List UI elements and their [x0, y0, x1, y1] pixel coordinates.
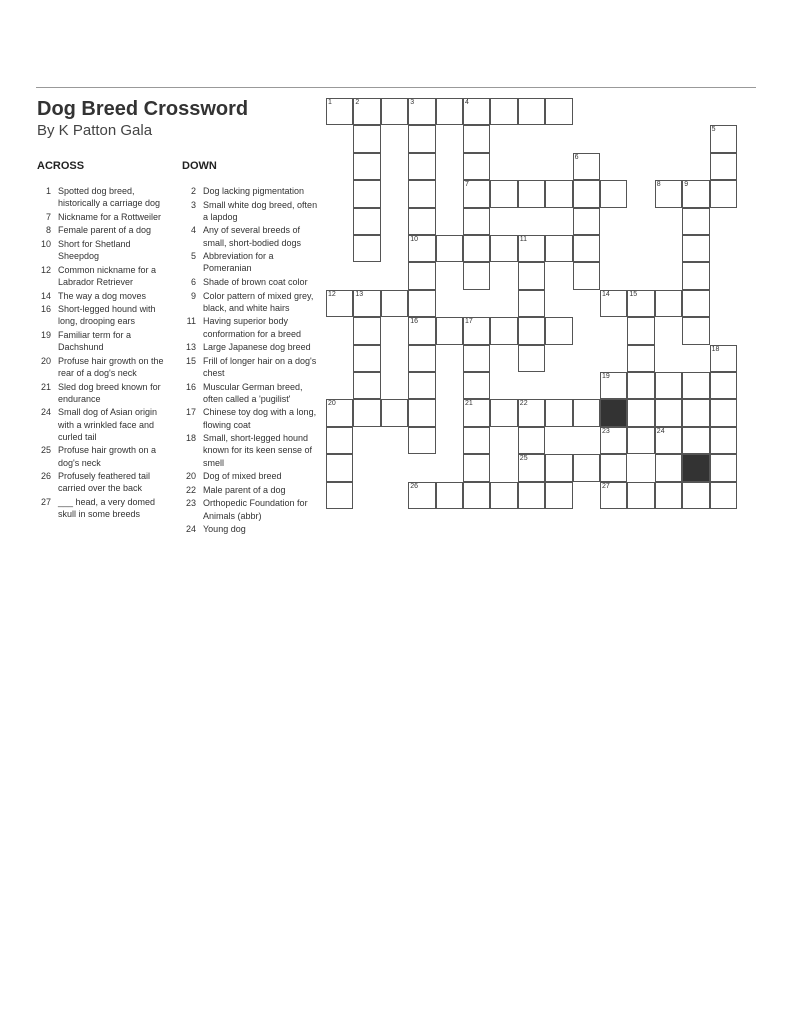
- answer-cell[interactable]: [545, 454, 572, 481]
- answer-cell[interactable]: [518, 482, 545, 509]
- answer-cell[interactable]: [353, 153, 380, 180]
- clue-text: Chinese toy dog with a long, flowing coat: [203, 407, 317, 430]
- clue-number: 16: [40, 304, 51, 315]
- cell-number: 24: [656, 427, 665, 435]
- across-clue: [35, 444, 167, 468]
- cell-number: 22: [519, 400, 528, 408]
- cell-number: 18: [711, 345, 720, 353]
- clue-text: Familiar term for a Dachshund: [58, 329, 132, 353]
- cell-number: 8: [656, 181, 661, 189]
- across-clue: [35, 264, 167, 288]
- answer-cell[interactable]: [381, 290, 408, 317]
- answer-cell[interactable]: [408, 208, 435, 235]
- answer-cell[interactable]: [490, 98, 517, 125]
- cell-number: 9: [684, 181, 689, 189]
- answer-cell[interactable]: [436, 98, 463, 125]
- answer-cell[interactable]: [545, 399, 572, 426]
- answer-cell[interactable]: [326, 98, 353, 125]
- answer-cell[interactable]: [518, 427, 545, 454]
- clue-number: 1: [45, 186, 51, 196]
- cell-number: 19: [602, 373, 610, 380]
- answer-cell[interactable]: [600, 482, 627, 509]
- answer-cell[interactable]: [353, 399, 380, 426]
- answer-cell[interactable]: [408, 427, 435, 454]
- clue-text: Common nickname for a Labrador Retriever: [58, 264, 157, 287]
- cell-number: 25: [519, 455, 528, 463]
- down-clue: [180, 341, 320, 353]
- answer-cell[interactable]: [627, 317, 654, 344]
- cell-number: 12: [328, 290, 336, 298]
- answer-cell[interactable]: [463, 345, 490, 372]
- answer-cell[interactable]: [408, 153, 435, 180]
- down-clue: [180, 470, 320, 482]
- answer-cell[interactable]: [710, 399, 737, 426]
- down-clue: [180, 497, 320, 521]
- answer-cell[interactable]: [627, 399, 654, 426]
- across-clue: [35, 355, 167, 379]
- clue-number: 11: [186, 316, 196, 327]
- answer-cell[interactable]: [463, 125, 490, 152]
- answer-cell[interactable]: [353, 235, 380, 262]
- answer-cell[interactable]: [710, 482, 737, 509]
- cell-number: 13: [355, 290, 364, 298]
- clue-text: Small, short-legged hound known for its keen sense of smell: [203, 433, 313, 468]
- clue-number: 27: [40, 496, 51, 507]
- answer-cell[interactable]: [353, 317, 380, 344]
- clue-number: 24: [40, 407, 51, 418]
- answer-cell[interactable]: [518, 317, 545, 344]
- answer-cell[interactable]: [463, 153, 490, 180]
- clue-text: Large Japanese dog breed: [203, 342, 311, 353]
- answer-cell[interactable]: [381, 98, 408, 125]
- answer-cell[interactable]: [682, 317, 709, 344]
- clue-number: 15: [185, 355, 196, 366]
- across-clue: [35, 496, 167, 520]
- clue-text: The way a dog moves: [58, 290, 147, 301]
- cell-number: 27: [602, 482, 610, 490]
- answer-cell[interactable]: [436, 317, 463, 344]
- answer-cell[interactable]: [655, 290, 682, 317]
- cell-number: 7: [465, 181, 469, 189]
- answer-cell[interactable]: [655, 399, 682, 426]
- answer-cell[interactable]: [710, 125, 737, 152]
- clue-text: Profuse hair growth on a dog's neck: [58, 445, 157, 468]
- clue-text: Shade of brown coat color: [203, 276, 308, 287]
- answer-cell[interactable]: [655, 427, 682, 454]
- answer-cell[interactable]: [353, 345, 380, 372]
- answer-cell[interactable]: [518, 345, 545, 372]
- answer-cell[interactable]: [545, 98, 572, 125]
- cell-number: 23: [602, 427, 610, 435]
- answer-cell[interactable]: [573, 153, 600, 180]
- clue-number: 6: [190, 276, 196, 287]
- clue-number: 12: [40, 264, 51, 275]
- answer-cell[interactable]: [463, 180, 490, 207]
- answer-cell[interactable]: [353, 290, 380, 317]
- across-heading: ACROSS: [37, 160, 85, 172]
- clue-number: 26: [40, 471, 51, 482]
- down-clue: [180, 355, 320, 379]
- across-clue: [35, 303, 167, 327]
- clue-number: 10: [40, 238, 51, 249]
- answer-cell[interactable]: [518, 235, 545, 262]
- answer-cell[interactable]: [600, 372, 627, 399]
- cell-number: 11: [519, 236, 528, 243]
- answer-cell[interactable]: [490, 180, 517, 207]
- answer-cell[interactable]: [353, 372, 380, 399]
- answer-cell[interactable]: [627, 427, 654, 454]
- answer-cell[interactable]: [353, 98, 380, 125]
- answer-cell[interactable]: [682, 427, 709, 454]
- clue-number: 24: [185, 524, 196, 535]
- clue-text: Dog of mixed breed: [203, 471, 282, 482]
- answer-cell[interactable]: [490, 317, 517, 344]
- answer-cell[interactable]: [408, 290, 435, 317]
- answer-cell[interactable]: [682, 208, 709, 235]
- answer-cell[interactable]: [627, 372, 654, 399]
- across-clue: [35, 406, 167, 443]
- answer-cell[interactable]: [545, 235, 572, 262]
- answer-cell[interactable]: [463, 427, 490, 454]
- answer-cell[interactable]: [326, 482, 353, 509]
- clue-text: Male parent of a dog: [203, 484, 286, 495]
- down-clue-list: [180, 185, 320, 537]
- answer-cell[interactable]: [353, 125, 380, 152]
- clue-text: Having superior body conformation for a breed: [203, 316, 302, 339]
- answer-cell[interactable]: [710, 180, 737, 207]
- answer-cell[interactable]: [408, 317, 435, 344]
- answer-cell[interactable]: [710, 454, 737, 481]
- cell-number: 3: [410, 99, 415, 106]
- clue-text: Abbreviation for a Pomeranian: [203, 251, 274, 274]
- cell-number: 6: [574, 153, 579, 161]
- clue-number: 21: [40, 381, 51, 392]
- clue-number: 9: [190, 290, 196, 301]
- answer-cell[interactable]: [408, 235, 435, 262]
- clue-text: ___ head, a very domed skull in some breeds: [58, 496, 156, 520]
- clue-text: Small dog of Asian origin with a wrinkled face and curled tail: [58, 407, 158, 442]
- answer-cell[interactable]: [326, 427, 353, 454]
- cell-number: 16: [410, 318, 418, 326]
- clue-number: 16: [185, 381, 196, 392]
- author-byline: By K Patton Gala: [37, 122, 153, 139]
- answer-cell[interactable]: [682, 180, 709, 207]
- answer-cell[interactable]: [710, 427, 737, 454]
- answer-cell[interactable]: [600, 454, 627, 481]
- clue-number: 2: [190, 186, 196, 196]
- answer-cell[interactable]: [545, 180, 572, 207]
- answer-cell[interactable]: [627, 290, 654, 317]
- answer-cell[interactable]: [436, 482, 463, 509]
- clue-text: Profusely feathered tail carried over the back: [58, 471, 151, 494]
- across-clue-list: [35, 185, 167, 522]
- clue-text: Spotted dog breed, historically a carriage dog: [58, 186, 161, 209]
- top-divider: [36, 87, 756, 88]
- clue-number: 7: [45, 211, 51, 222]
- across-clue: [35, 381, 167, 405]
- clue-text: Short-legged hound with long, drooping ears: [58, 304, 156, 327]
- clue-number: 23: [185, 498, 196, 509]
- answer-cell[interactable]: [627, 345, 654, 372]
- answer-cell[interactable]: [573, 208, 600, 235]
- answer-cell[interactable]: [463, 317, 490, 344]
- answer-cell[interactable]: [463, 454, 490, 481]
- clue-number: 25: [40, 445, 51, 456]
- answer-cell[interactable]: [573, 399, 600, 426]
- clue-text: Frill of longer hair on a dog's chest: [203, 355, 317, 378]
- answer-cell[interactable]: [381, 399, 408, 426]
- down-clue: [180, 290, 320, 314]
- answer-cell[interactable]: [463, 372, 490, 399]
- down-clue: [180, 523, 320, 535]
- answer-cell[interactable]: [408, 125, 435, 152]
- cell-number: 26: [410, 482, 418, 490]
- clue-text: Small white dog breed, often a lapdog: [203, 199, 318, 222]
- answer-cell[interactable]: [710, 372, 737, 399]
- clue-number: 14: [40, 290, 51, 301]
- down-clue: [180, 276, 320, 288]
- answer-cell[interactable]: [682, 262, 709, 289]
- down-clue: [180, 185, 320, 197]
- cell-number: 15: [629, 290, 638, 298]
- answer-cell[interactable]: [463, 262, 490, 289]
- cell-number: 5: [711, 126, 716, 134]
- clue-text: Any of several breeds of small, short-bodied dogs: [203, 225, 302, 248]
- clue-number: 19: [40, 329, 51, 340]
- answer-cell[interactable]: [682, 372, 709, 399]
- clue-number: 18: [185, 433, 196, 444]
- cell-number: 1: [328, 99, 332, 106]
- answer-cell[interactable]: [573, 180, 600, 207]
- answer-cell[interactable]: [408, 98, 435, 125]
- answer-cell[interactable]: [573, 454, 600, 481]
- answer-cell[interactable]: [655, 180, 682, 207]
- down-clue: [180, 224, 320, 248]
- down-clue: [180, 381, 320, 405]
- clue-number: 8: [45, 225, 51, 236]
- across-clue: [35, 290, 167, 302]
- answer-cell[interactable]: [518, 399, 545, 426]
- answer-cell[interactable]: [408, 482, 435, 509]
- cell-number: 4: [465, 99, 469, 106]
- answer-cell[interactable]: [655, 372, 682, 399]
- clue-text: Short for Shetland Sheepdog: [58, 238, 131, 262]
- answer-cell[interactable]: [710, 345, 737, 372]
- answer-cell[interactable]: [353, 180, 380, 207]
- answer-cell[interactable]: [518, 98, 545, 125]
- across-clue: [35, 224, 167, 236]
- answer-cell[interactable]: [463, 235, 490, 262]
- answer-cell[interactable]: [682, 235, 709, 262]
- cell-number: 2: [355, 99, 360, 106]
- answer-cell[interactable]: [655, 454, 682, 481]
- clue-number: 20: [40, 355, 51, 366]
- clue-number: 13: [185, 342, 196, 353]
- clue-text: Muscular German breed, often called a 'pugilist': [203, 381, 303, 404]
- answer-cell[interactable]: [600, 180, 627, 207]
- clue-number: 3: [190, 199, 196, 210]
- answer-cell[interactable]: [408, 372, 435, 399]
- answer-cell[interactable]: [573, 235, 600, 262]
- answer-cell[interactable]: [326, 454, 353, 481]
- answer-cell[interactable]: [682, 482, 709, 509]
- answer-cell[interactable]: [682, 399, 709, 426]
- clue-number: 4: [190, 225, 196, 236]
- answer-cell[interactable]: [600, 290, 627, 317]
- cell-number: 14: [602, 290, 610, 298]
- clue-text: Orthopedic Foundation for Animals (abbr): [203, 498, 308, 521]
- page-title: Dog Breed Crossword: [37, 98, 249, 120]
- answer-cell[interactable]: [545, 482, 572, 509]
- cell-number: 17: [465, 318, 473, 326]
- clue-number: 17: [185, 407, 196, 418]
- black-square: [600, 399, 627, 426]
- answer-cell[interactable]: [436, 235, 463, 262]
- answer-cell[interactable]: [573, 262, 600, 289]
- answer-cell[interactable]: [600, 427, 627, 454]
- answer-cell[interactable]: [408, 399, 435, 426]
- answer-cell[interactable]: [326, 399, 353, 426]
- down-clue: [180, 432, 320, 469]
- answer-cell[interactable]: [463, 399, 490, 426]
- across-clue: [35, 329, 167, 353]
- answer-cell[interactable]: [490, 482, 517, 509]
- answer-cell[interactable]: [490, 235, 517, 262]
- answer-cell[interactable]: [463, 208, 490, 235]
- black-square: [682, 454, 709, 481]
- clue-text: Nickname for a Rottweiler: [58, 211, 162, 222]
- down-clue: [180, 315, 320, 339]
- down-heading: DOWN: [182, 160, 217, 172]
- clue-text: Profuse hair growth on the rear of a dog's neck: [58, 355, 164, 378]
- down-clue: [180, 199, 320, 223]
- clue-number: 22: [185, 484, 196, 495]
- answer-cell[interactable]: [408, 345, 435, 372]
- answer-cell[interactable]: [408, 180, 435, 207]
- clue-text: Sled dog breed known for endurance: [58, 381, 161, 404]
- clue-text: Young dog: [203, 524, 246, 535]
- answer-cell[interactable]: [655, 482, 682, 509]
- answer-cell[interactable]: [710, 153, 737, 180]
- across-clue: [35, 238, 167, 262]
- across-clue: [35, 470, 167, 494]
- answer-cell[interactable]: [518, 454, 545, 481]
- across-clue: [35, 211, 167, 223]
- clue-text: Dog lacking pigmentation: [203, 186, 305, 196]
- answer-cell[interactable]: [490, 399, 517, 426]
- cell-number: 10: [410, 236, 418, 243]
- answer-cell[interactable]: [326, 290, 353, 317]
- answer-cell[interactable]: [682, 290, 709, 317]
- answer-cell[interactable]: [408, 262, 435, 289]
- answer-cell[interactable]: [545, 317, 572, 344]
- clue-number: 20: [185, 471, 196, 482]
- answer-cell[interactable]: [518, 180, 545, 207]
- cell-number: 20: [328, 400, 336, 408]
- down-clue: [180, 250, 320, 274]
- cell-number: 21: [465, 400, 473, 408]
- clue-text: Color pattern of mixed grey, black, and white hairs: [203, 290, 314, 313]
- clue-number: 5: [190, 251, 196, 262]
- down-clue: [180, 484, 320, 496]
- across-clue: [35, 185, 167, 209]
- answer-cell[interactable]: [518, 262, 545, 289]
- answer-cell[interactable]: [353, 208, 380, 235]
- answer-cell[interactable]: [627, 482, 654, 509]
- down-clue: [180, 406, 320, 430]
- clue-text: Female parent of a dog: [58, 225, 152, 236]
- answer-cell[interactable]: [518, 290, 545, 317]
- answer-cell[interactable]: [463, 98, 490, 125]
- answer-cell[interactable]: [463, 482, 490, 509]
